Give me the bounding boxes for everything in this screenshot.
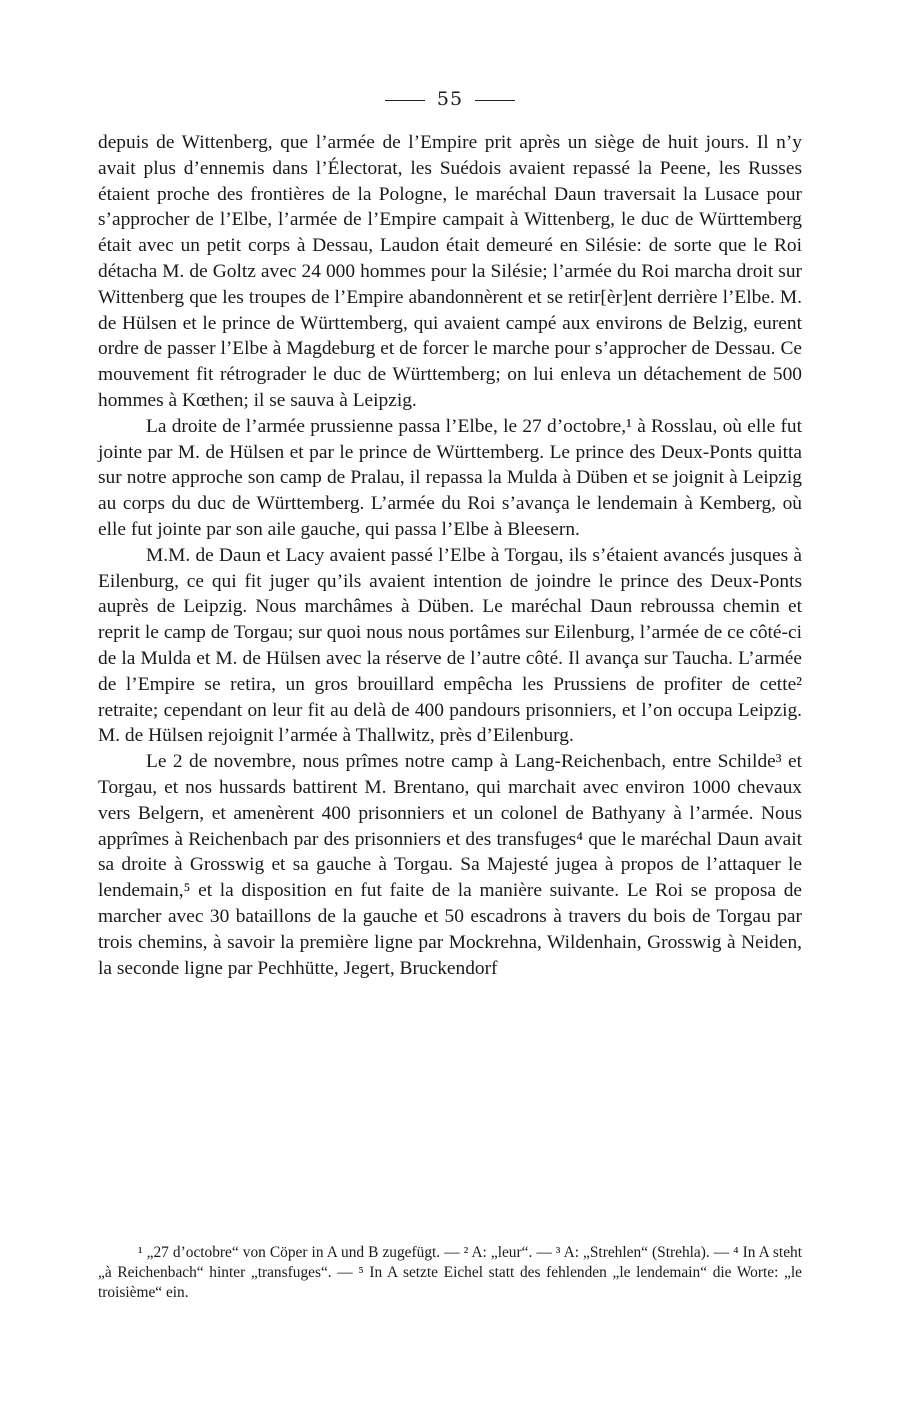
paragraph: La droite de l’armée prussienne passa l’Elbe, le 27 d’octobre,¹ à Rosslau, où elle fut jointe par M. de Hülsen et par le prince de Württemberg. Le prince des Deux-Ponts quitta sur notre approche son camp de Pralau, il repassa la Mulda à Düben et se joignit à Leipzig au corps du duc de Württemberg. L’armée du Roi s’avança le lendemain à Kemberg, où elle fut jointe par son aile gauche, qui passa l’Elbe à Bleesern.	[98, 415, 802, 540]
footnotes	[98, 1243, 802, 1303]
header-rule-left	[385, 100, 425, 101]
paragraph: Le 2 de novembre, nous prîmes notre camp à Lang-Reichenbach, entre Schilde³ et Torgau, et nos hussards battirent M. Brentano, qui marchait avec environ 1000 chevaux vers Belgern, et amenèrent 400 prisonniers et un colonel de Bathyany à l’armée. Nous apprîmes à Reichenbach par des prisonniers et des transfuges⁴ que le maréchal Daun avait sa droite à Grosswig et sa gauche à Torgau. Sa Majesté jugea à propos de l’attaquer le lendemain,⁵ et la disposition en fut faite de la manière suivante. Le Roi se proposa de marcher avec 30 bataillons de la gauche et 50 escadrons à travers du bois de Torgau par trois chemins, à savoir la première ligne par Mockrehna, Wildenhain, Grosswig à Neiden, la seconde ligne par Pechhütte, Jegert, Bruckendorf	[98, 751, 802, 979]
header-rule-right	[475, 100, 515, 101]
main-text	[98, 130, 802, 981]
footnote-text: ¹ „27 d’octobre“ von Cöper in A und B zugefügt. — ² A: „leur“. — ³ A: „Strehlen“ (Strehla). — ⁴ In A steht „à Reichenbach“ hinter „transfuges“. — ⁵ In A setzte Eichel statt des fehlenden „le lendemain“ die Worte: „le troisième“ ein.	[98, 1244, 802, 1301]
paragraph: M.M. de Daun et Lacy avaient passé l’Elbe à Torgau, ils s’étaient avancés jusques à Eilenburg, ce qui fit juger qu’ils avaient intention de joindre le prince des Deux-Ponts auprès de Leipzig. Nous marchâmes à Düben. Le maréchal Daun rebroussa chemin et reprit le camp de Torgau; sur quoi nous nous portâmes sur Eilenburg, l’armée de ce côté-ci de la Mulda et M. de Hülsen avec la réserve de l’autre côté. Il avança sur Taucha. L’armée de l’Empire se retira, un gros brouillard empêcha les Prussiens de profiter de cette² retraite; cependant on leur fit au delà de 400 pandours prisonniers, et l’on occupa Leipzig. M. de Hülsen rejoignit l’armée à Thallwitz, près d’Eilenburg.	[98, 544, 802, 747]
page-header	[0, 88, 900, 110]
page-number: 55	[436, 88, 464, 110]
paragraph: depuis de Wittenberg, que l’armée de l’Empire prit après un siège de huit jours. Il n’y avait plus d’ennemis dans l’Électorat, les Suédois avaient repassé la Peene, les Russes étaient proche des frontières de la Pologne, le maréchal Daun traversait la Lusace pour s’approcher de l’Elbe, l’armée de l’Empire campait à Wittenberg, le duc de Württemberg était avec un petit corps à Dessau, Laudon était demeuré en Silésie: de sorte que le Roi détacha M. de Goltz avec 24 000 hommes pour la Silésie; l’armée du Roi marcha droit sur Wittenberg que les troupes de l’Empire abandonnèrent et se retir[èr]ent derrière l’Elbe. M. de Hülsen et le prince de Württemberg, qui avaient campé aux environs de Belzig, eurent ordre de passer l’Elbe à Magdeburg et de forcer le marche pour s’approcher de Dessau. Ce mouvement fit rétrograder le duc de Württemberg; on lui enleva un détachement de 500 hommes à Kœthen; il se sauva à Leipzig.	[98, 132, 802, 411]
